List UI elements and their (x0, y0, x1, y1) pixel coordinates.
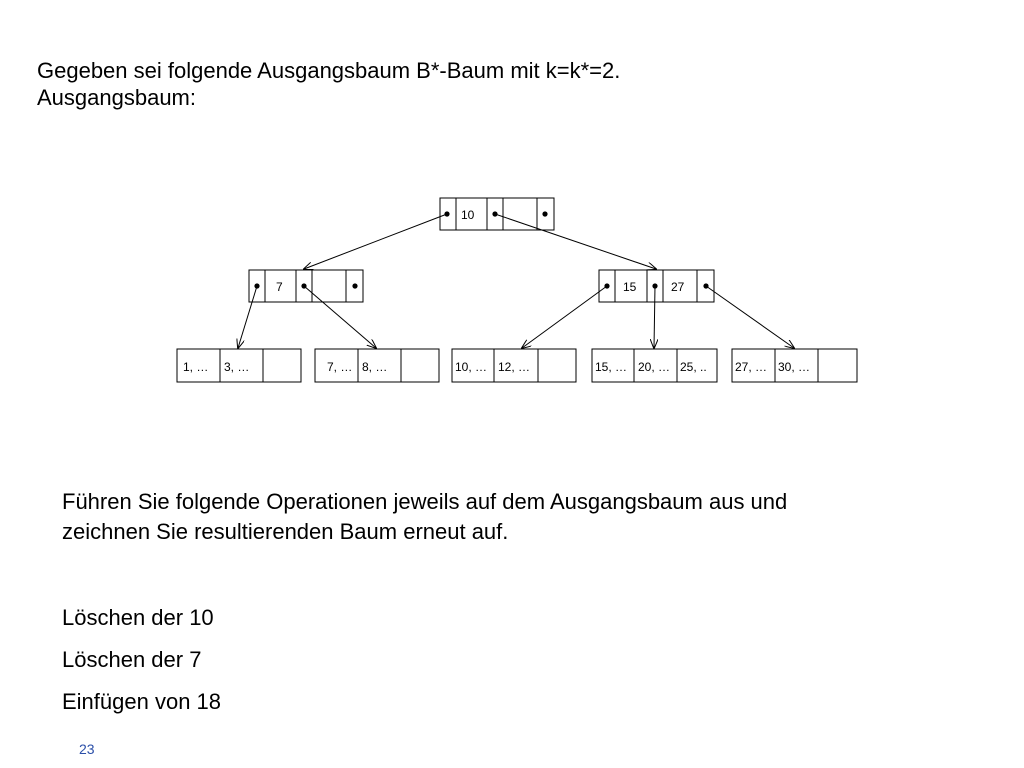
root-node (440, 198, 554, 230)
inner-right-key-2: 27 (671, 280, 685, 294)
pointer-dot (352, 283, 357, 288)
inner-node-right (599, 270, 714, 302)
edge-left-leaf1 (238, 286, 257, 348)
page-number: 23 (79, 741, 95, 757)
edge-right-leaf3 (522, 286, 607, 348)
leaf-5-key-1: 27, … (735, 360, 768, 374)
edge-root-right (495, 214, 656, 269)
leaf-node-5 (732, 349, 857, 382)
leaf-node-2 (315, 349, 439, 382)
inner-node-left (249, 270, 363, 302)
leaf-3-key-2: 12, … (498, 360, 531, 374)
instruction-text (62, 487, 1012, 547)
pointer-dot (542, 211, 547, 216)
leaf-node-4 (592, 349, 717, 382)
leaf-4-key-1: 15, … (595, 360, 628, 374)
heading-line-2: Ausgangsbaum: (37, 85, 196, 110)
leaf-4-key-2: 20, … (638, 360, 671, 374)
edge-root-left (304, 214, 447, 269)
operation-item: Einfügen von 18 (62, 689, 222, 714)
leaf-2-key-2: 8, … (362, 360, 388, 374)
leaf-node-3 (452, 349, 576, 382)
leaf-4-key-3: 25, .. (680, 360, 707, 374)
leaf-2-key-1: 7, … (327, 360, 353, 374)
operation-item: Löschen der 10 (62, 605, 214, 630)
instruction-line-2: zeichnen Sie resultierenden Baum erneut auf. (62, 519, 509, 544)
operation-item: Löschen der 7 (62, 647, 202, 672)
leaf-3-key-1: 10, … (455, 360, 488, 374)
root-key: 10 (461, 208, 475, 222)
heading-line-1: Gegeben sei folgende Ausgangsbaum B*-Baum mit k=k*=2. (37, 58, 621, 83)
edge-right-leaf5 (706, 286, 794, 348)
leaf-1-key-2: 3, … (224, 360, 250, 374)
instruction-line-1: Führen Sie folgende Operationen jeweils auf dem Ausgangsbaum aus und (62, 489, 788, 514)
inner-right-key-1: 15 (623, 280, 637, 294)
operations-list (62, 603, 221, 729)
inner-left-key: 7 (276, 280, 283, 294)
leaf-1-key-1: 1, … (183, 360, 209, 374)
leaf-5-key-2: 30, … (778, 360, 811, 374)
leaf-node-1 (177, 349, 301, 382)
